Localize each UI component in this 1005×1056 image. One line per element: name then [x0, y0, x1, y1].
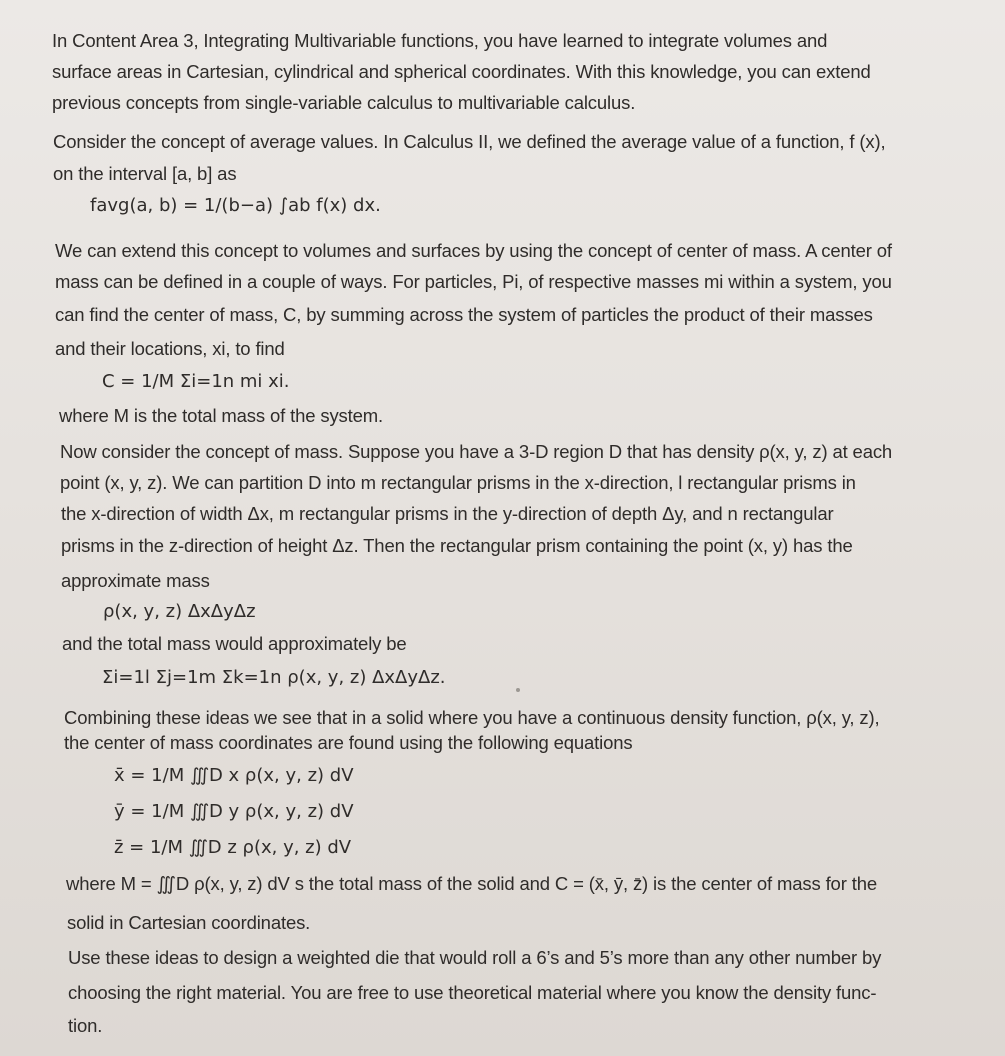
paragraph-line: on the interval [a, b] as [53, 163, 237, 184]
equation-zbar [114, 836, 351, 860]
equation-text: favg(a, b) = 1/(b−a) ∫ab f(x) dx. [90, 195, 381, 216]
paragraph-line: choosing the right material. You are free to use theoretical material where you know the density func- [68, 982, 877, 1003]
paragraph-line: can find the center of mass, C, by summing across the system of particles the product of their masses [55, 304, 873, 325]
paragraph-line: where M = ∭D ρ(x, y, z) dV s the total mass of the solid and C = (x̄, ȳ, z̄) is the center of mass for the [66, 873, 877, 894]
equation-center-of-mass [102, 370, 290, 394]
paragraph-line: and their locations, xi, to find [55, 338, 285, 359]
paragraph-line: tion. [68, 1015, 103, 1036]
equation-ybar [114, 800, 354, 824]
paragraph-line: solid in Cartesian coordinates. [67, 912, 311, 933]
paragraph-line: prisms in the z-direction of height Δz. Then the rectangular prism containing the point (x, y) has the [61, 535, 853, 556]
paragraph-line: We can extend this concept to volumes and surfaces by using the concept of center of mass. A center of [55, 240, 892, 261]
paragraph-line: and the total mass would approximately be [62, 633, 407, 654]
paragraph-line: mass can be defined in a couple of ways. For particles, Pi, of respective masses mi within a system, you [55, 271, 892, 292]
paragraph-line: Now consider the concept of mass. Suppose you have a 3-D region D that has density ρ(x, y, z) at each [60, 441, 893, 462]
equation-text: ρ(x, y, z) ΔxΔyΔz [103, 601, 256, 622]
equation-average-value [90, 194, 381, 218]
equation-text: Σi=1l Σj=1m Σk=1n ρ(x, y, z) ΔxΔyΔz. [102, 667, 446, 688]
paragraph-line: the x-direction of width Δx, m rectangular prisms in the y-direction of depth Δy, and n rectangular [61, 503, 834, 524]
paragraph-line: previous concepts from single-variable calculus to multivariable calculus. [52, 92, 636, 113]
equation-text: x̄ = 1/M ∭D x ρ(x, y, z) dV [114, 765, 354, 786]
paragraph-line: the center of mass coordinates are found using the following equations [64, 732, 633, 753]
equation-xbar [114, 764, 354, 788]
paragraph-line: point (x, y, z). We can partition D into m rectangular prisms in the x-direction, l rectangular prisms in [60, 472, 856, 493]
paragraph-line: surface areas in Cartesian, cylindrical and spherical coordinates. With this knowledge, you can extend [52, 61, 871, 82]
paragraph-line: approximate mass [61, 570, 210, 591]
paragraph-line: In Content Area 3, Integrating Multivariable functions, you have learned to integrate volumes and [52, 30, 828, 51]
equation-text: z̄ = 1/M ∭D z ρ(x, y, z) dV [114, 837, 352, 858]
equation-text: C = 1/M Σi=1n mi xi. [102, 371, 290, 392]
paragraph-line: Consider the concept of average values. In Calculus II, we defined the average value of a function, f (x), [53, 131, 886, 152]
equation-approximate-mass [103, 600, 256, 624]
paragraph-line: where M is the total mass of the system. [59, 405, 384, 426]
paragraph-line: Use these ideas to design a weighted die that would roll a 6’s and 5’s more than any other number by [68, 947, 882, 968]
equation-text: ȳ = 1/M ∭D y ρ(x, y, z) dV [114, 801, 354, 822]
equation-total-mass [102, 666, 446, 690]
paragraph-line: Combining these ideas we see that in a solid where you have a continuous density function, ρ(x, y, z), [64, 707, 880, 728]
screen-speck [516, 688, 520, 692]
